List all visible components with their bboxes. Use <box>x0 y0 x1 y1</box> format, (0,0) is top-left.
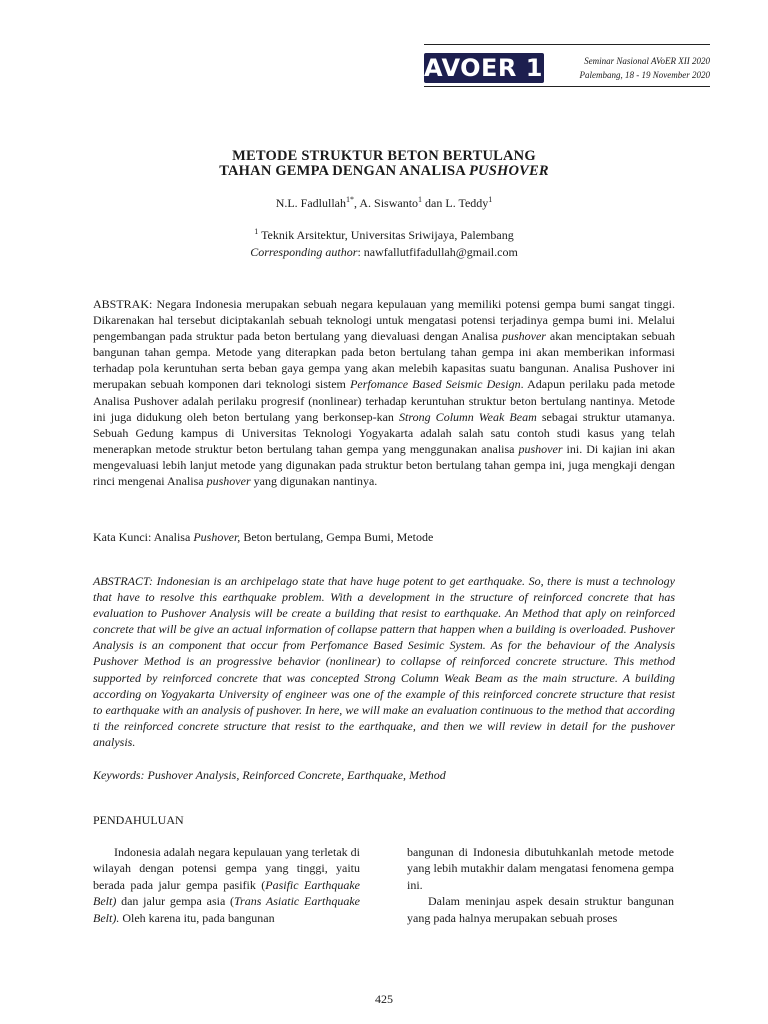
intro-italic-1: Pasific Earthquake Belt) <box>93 877 360 909</box>
header-rule-top <box>424 44 710 45</box>
conference-name: Seminar Nasional AVoER XII 2020 <box>584 56 710 66</box>
intro-paragraph-continued: bangunan di Indonesia dibutuhkanlah metode metode yang lebih mutakhir dalam mengatasi fenomena gempa ini. <box>407 845 674 892</box>
corresponding-label: Corresponding author <box>250 245 358 259</box>
abstrak-paragraph <box>93 296 675 489</box>
corresponding-author <box>93 245 675 260</box>
intro-paragraph-2: Dalam meninjau aspek desain struktur bangunan yang pada halnya merupakan sebuah proses <box>407 894 674 925</box>
conference-location-date: Palembang, 18 - 19 November 2020 <box>579 70 710 80</box>
header-rule-bottom <box>424 86 710 87</box>
affiliation-text: Teknik Arsitektur, Universitas Sriwijaya, Palembang <box>258 228 514 242</box>
abstrak-text-3: . Adapun perilaku pada metode Analisa Pushover adalah perilaku progresif (nonlinear) terhadap keruntuhan struktur beton bertulang nantinya. Metode ini juga didukung oleh beton bertulang yang berkonsep-kan <box>93 377 675 424</box>
author-3: dan L. Teddy <box>422 196 489 210</box>
author-2: , A. Siswanto <box>354 196 419 210</box>
body-column-left <box>93 844 360 926</box>
author-list <box>93 196 675 211</box>
abstrak-italic-2: Perfomance Based Seismic Design <box>350 377 521 392</box>
abstrak-italic-5: pushover <box>206 474 251 489</box>
intro-text-2: dan jalur gempa asia ( <box>116 894 235 909</box>
author-1: N.L. Fadlullah <box>275 196 347 210</box>
conference-logo: AVOER 12 <box>424 54 561 82</box>
abstrak-text-1: ABSTRAK: Negara Indonesia merupakan sebuah negara kepulauan yang memiliki potensi gempa bumi sangat tinggi. Dikarenakan hal tersebut diciptakanlah sebuah teknologi untuk mengatasi potensi terjadinya gempa bumi ini. Melalui pengembangan pada struktur pada beton bertulang yang dievaluasi dengan Analisa <box>93 297 675 344</box>
abstrak-text-6: yang digunakan nantinya. <box>250 474 378 489</box>
abstrak-italic-3: Strong Column Weak Beam <box>399 409 537 424</box>
abstrak-text-4: sebagai struktur utamanya. Sebuah Gedung kampus di Universitas Teknologi Yogyakarta adalah salah satu contoh studi kasus yang telah menerapkan metode struktur beton bertulang tahan gempa yang menggunakan analisa <box>93 409 675 456</box>
kata-kunci-label: Kata Kunci: Analisa <box>93 530 194 544</box>
author-3-sup: 1 <box>488 195 493 204</box>
kata-kunci-rest: Beton bertulang, Gempa Bumi, Metode <box>240 530 434 544</box>
abstrak-italic-4: pushover <box>518 441 563 456</box>
kata-kunci-italic: Pushover, <box>193 530 241 544</box>
body-column-right <box>407 844 674 926</box>
kata-kunci <box>93 529 675 545</box>
paper-title-line-2 <box>93 163 675 180</box>
keywords-english: Keywords: Pushover Analysis, Reinforced Concrete, Earthquake, Method <box>93 768 446 782</box>
title-line-2-italic: PUSHOVER <box>469 163 549 179</box>
intro-text-1: Indonesia adalah negara kepulauan yang terletak di wilayah dengan potensi gempa yang tinggi, yaitu berada pada jalur gempa pasifik ( <box>93 845 360 892</box>
affiliation <box>93 228 675 243</box>
intro-italic-2: Trans Asiatic Earthquake Belt). <box>93 894 360 925</box>
title-line-2-text: TAHAN GEMPA DENGAN ANALISA <box>219 163 469 179</box>
abstrak-text-5: ini. Di kajian ini akan mengevaluasi lebih lanjut metode yang digunakan pada struktur beton bertulang tahan gempa ini, juga mengkaji dengan rinci mengenai Analisa <box>93 441 675 489</box>
intro-paragraph-1 <box>93 844 360 926</box>
author-1-sup: 1* <box>346 195 355 204</box>
author-2-sup: 1 <box>418 195 423 204</box>
paper-title-line-1: METODE STRUKTUR BETON BERTULANG <box>232 148 536 164</box>
abstract-english: ABSTRACT: Indonesian is an archipelago state that have huge potent to get earthquake. So, there is must a technology that have to resolve this earthquake problem. With a development in the structure of reinforced concrete that has evaluation to Pushover Analysis will be create a building that resist to earthquake. An Method that aply on reinforced concrete that will be give an actual information of collapse pattern that happen when a building is overloaded. Pushover Analysis is an component that occur from Perfomance Based Sesimic System. As for the behaviour of the Analysis Pushover Method is an progressive behavior (nonlinear) to collapse of reinforced concrete structure. This method supported by reinforced concrete that was concepted Strong Column Weak Beam as the main structure. A building according on Yogyakarta University of engineer was one of the example of this reinforced concrete structure that resist to earthquake with an analysis of pushover. In here, we will make an evaluation continuous to the method that according ti the reinforced concrete structure that resist to the earthquake, and then we will review in detail for the pushover analysis. <box>93 574 675 749</box>
page-number: 425 <box>375 992 393 1006</box>
affiliation-sup: 1 <box>254 227 259 236</box>
abstrak-text-2: akan menciptakan sebuah bangunan tahan gempa. Metode yang diterapkan pada beton bertulang tahan gempa ini akan memberikan informasi terhadap pola keruntuhan serta beban gaya gempa yang akan melebih kapasitas suatu bangunan. Analisa Pushover ini merupakan sebuah komponen dari teknologi sistem <box>93 329 675 392</box>
intro-text-3: Oleh karena itu, pada bangunan <box>119 910 275 925</box>
corresponding-email[interactable]: : nawfallutfifadullah@gmail.com <box>357 245 518 259</box>
section-heading-pendahuluan: PENDAHULUAN <box>93 813 184 827</box>
abstrak-italic-1: pushover <box>501 329 546 344</box>
